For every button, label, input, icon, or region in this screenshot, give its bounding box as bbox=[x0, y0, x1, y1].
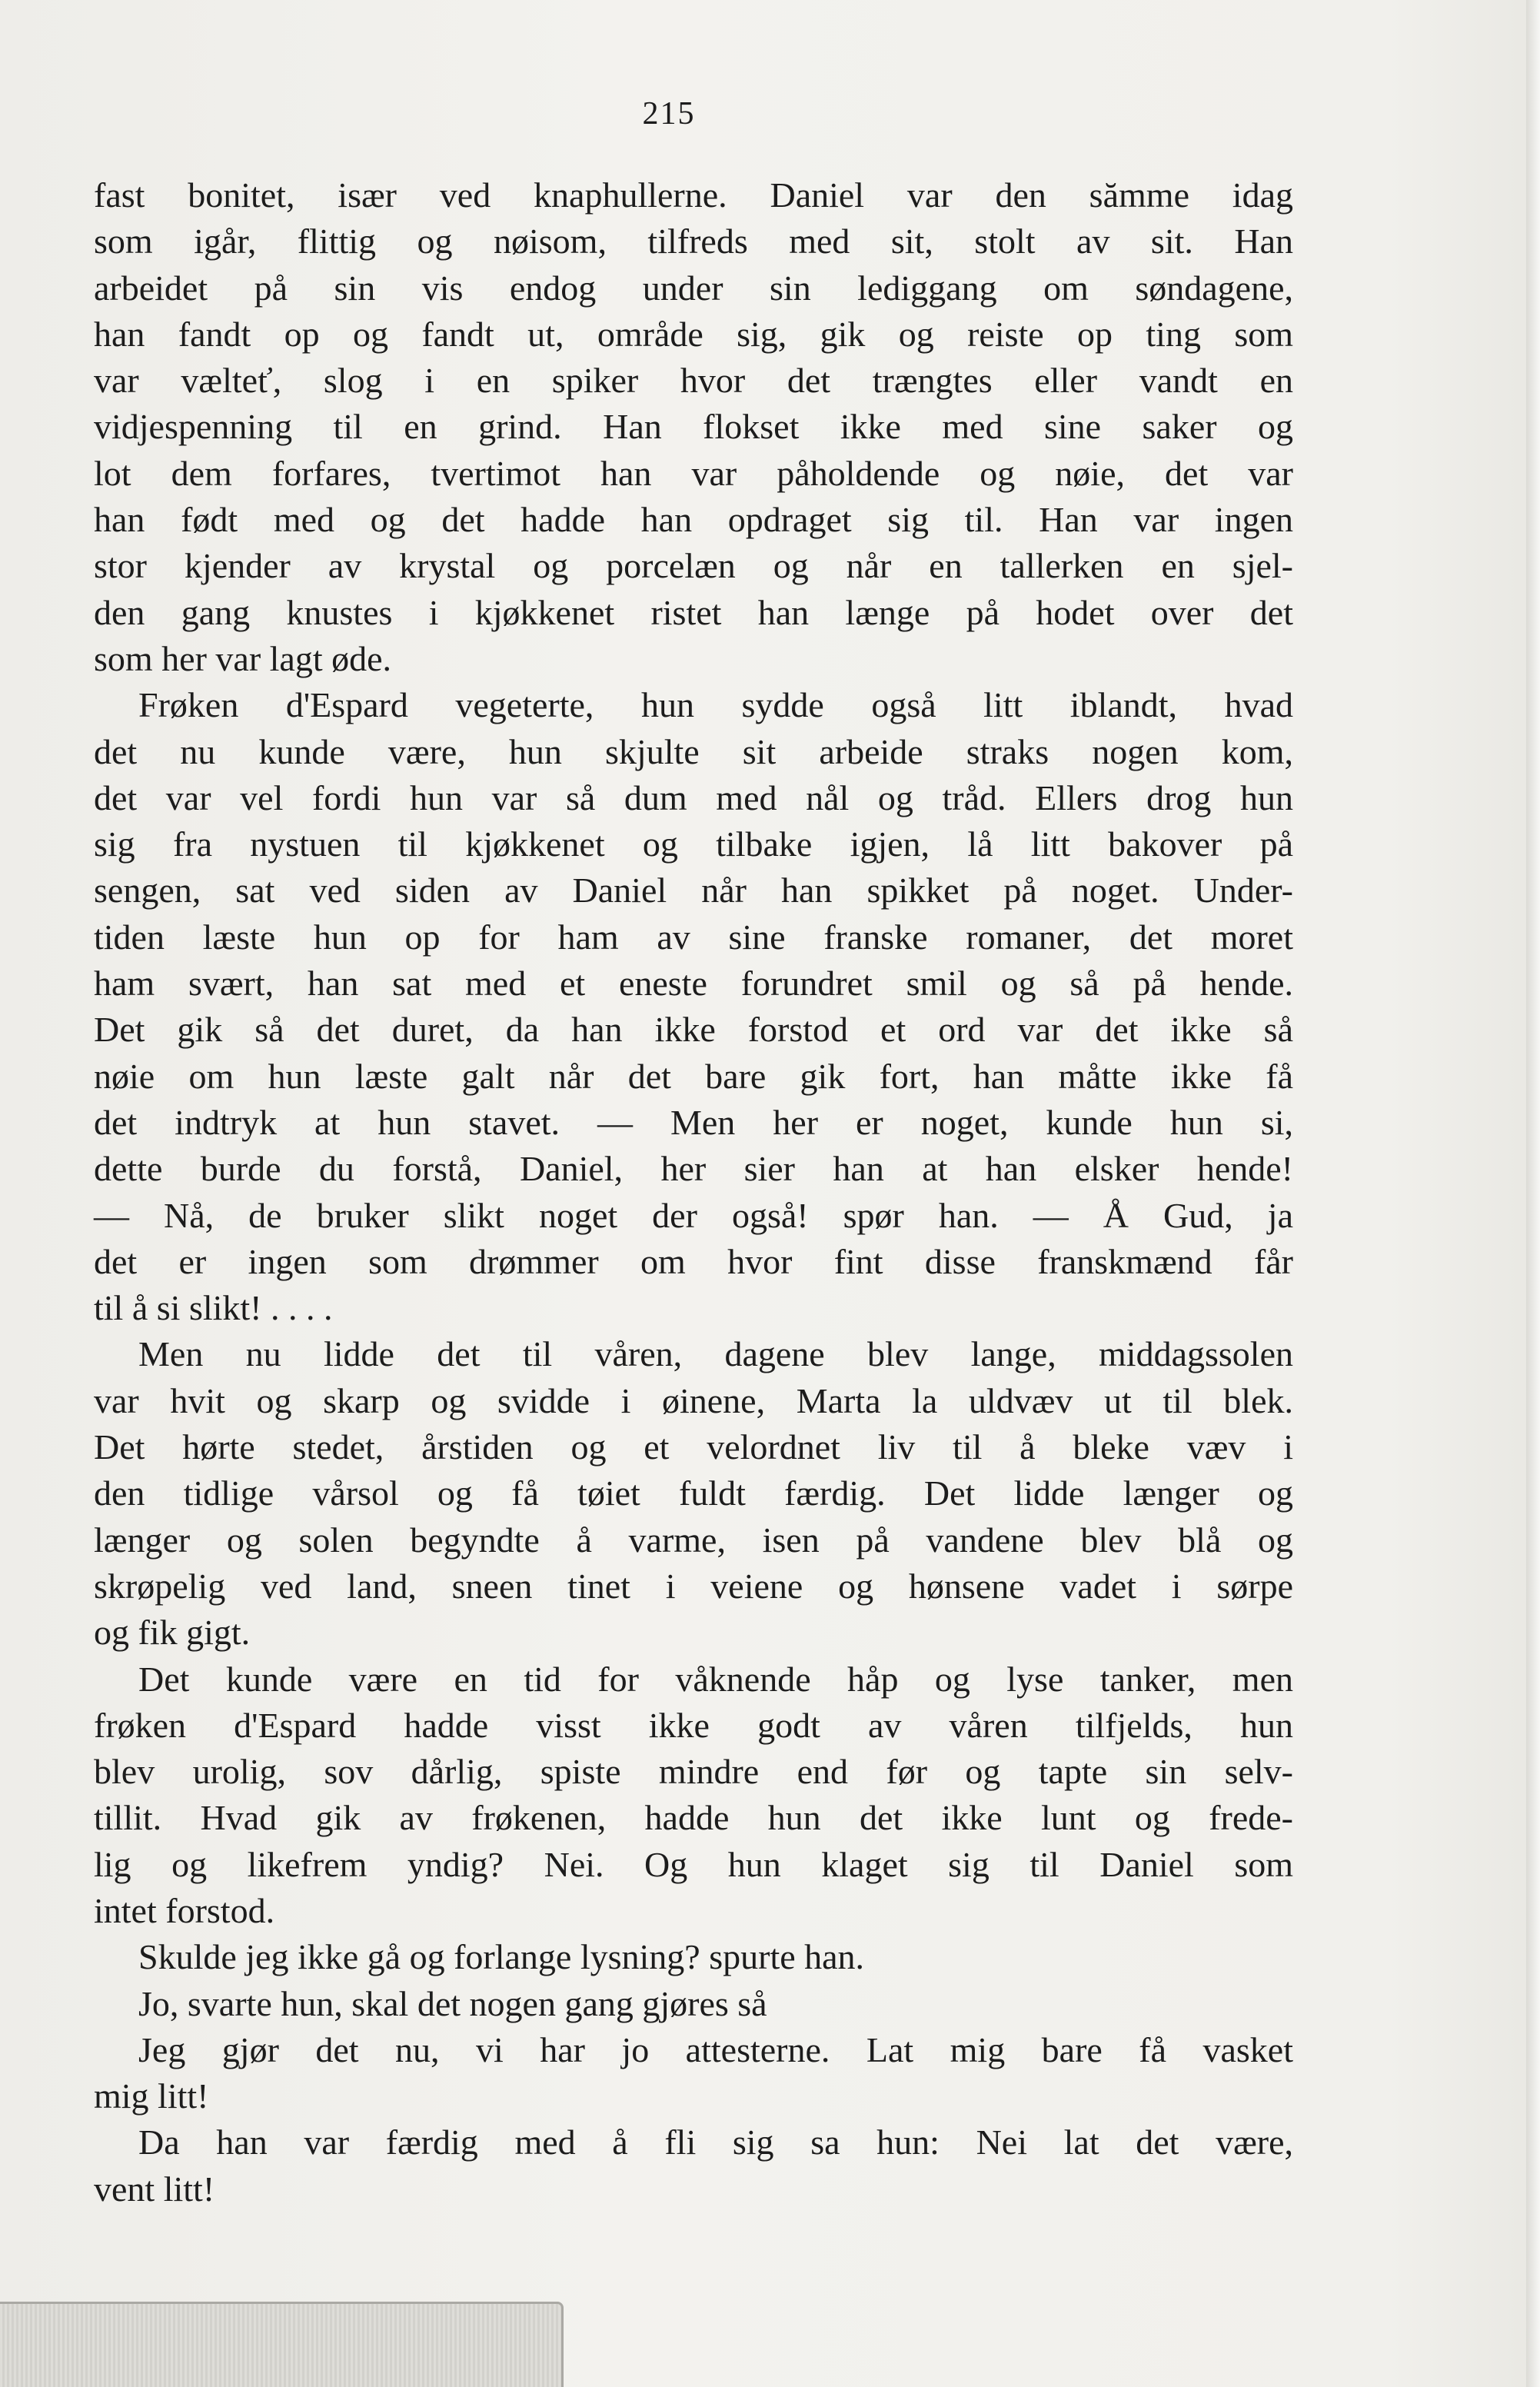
library-stamp-mark bbox=[0, 2302, 564, 2387]
text-line: til å si slikt! . . . . bbox=[94, 1288, 333, 1328]
body-text bbox=[94, 172, 1293, 2212]
text-line: dette burde du forstå, Daniel, her sier han at han elsker hende! bbox=[94, 1149, 1293, 1189]
text-line: Jo, svarte hun, skal det nogen gang gjøres så bbox=[138, 1983, 767, 2023]
text-line: sengen, sat ved siden av Daniel når han spikket på noget. Under- bbox=[94, 871, 1293, 911]
text-line: Men nu lidde det til våren, dagene blev lange, middagssolen bbox=[138, 1334, 1293, 1374]
text-line: var vælteť, slog i en spiker hvor det trængtes eller vandt en bbox=[94, 361, 1293, 401]
text-line: han fandt op og fandt ut, område sig, gik og reiste op ting som bbox=[94, 314, 1293, 354]
text-line: blev urolig, sov dårlig, spiste mindre end før og tapte sin selv- bbox=[94, 1752, 1293, 1792]
text-line: den tidlige vårsol og få tøiet fuldt færdig. Det lidde længer og bbox=[94, 1473, 1293, 1513]
text-line: lot dem forfares, tvertimot han var påholdende og nøie, det var bbox=[94, 453, 1293, 493]
text-line: frøken d'Espard hadde visst ikke godt av våren tilfjelds, hun bbox=[94, 1705, 1293, 1745]
text-line: tiden læste hun op for ham av sine franske romaner, det moret bbox=[94, 917, 1293, 957]
text-line: var hvit og skarp og svidde i øinene, Marta la uldvæv ut til blek. bbox=[94, 1380, 1293, 1420]
text-line: og fik gigt. bbox=[94, 1613, 251, 1653]
text-line: intet forstod. bbox=[94, 1890, 275, 1930]
text-line: fast bonitet, især ved knaphullerne. Daniel var den sămme idag bbox=[94, 175, 1293, 215]
text-line: som her var lagt øde. bbox=[94, 638, 392, 678]
paragraph bbox=[94, 682, 1293, 1331]
text-line: han født med og det hadde han opdraget sig til. Han var ingen bbox=[94, 500, 1293, 540]
text-line: — Nå, de bruker slikt noget der også! spør han. — Å Gud, ja bbox=[94, 1195, 1293, 1235]
text-line: vent litt! bbox=[94, 2169, 215, 2209]
text-line: Da han var færdig med å fli sig sa hun: Nei lat det være, bbox=[138, 2122, 1293, 2162]
text-line: Det hørte stedet, årstiden og et velordnet liv til å bleke væv i bbox=[94, 1427, 1293, 1467]
text-line: mig litt! bbox=[94, 2076, 209, 2116]
paragraph bbox=[94, 1656, 1293, 1935]
text-line: Det kunde være en tid for våknende håp og lyse tanker, men bbox=[138, 1659, 1293, 1699]
text-line: Jeg gjør det nu, vi har jo attesterne. Lat mig bare få vasket bbox=[138, 2029, 1293, 2069]
text-line: det var vel fordi hun var så dum med nål og tråd. Ellers drog hun bbox=[94, 777, 1293, 817]
text-line: skrøpelig ved land, sneen tinet i veiene og hønsene vadet i sørpe bbox=[94, 1566, 1293, 1606]
text-line: vidjespenning til en grind. Han flokset ikke med sine saker og bbox=[94, 407, 1293, 447]
text-line: som igår, flittig og nøisom, tilfreds med sit, stolt av sit. Han bbox=[94, 221, 1293, 261]
paragraph bbox=[94, 2119, 1293, 2212]
text-line: Det gik så det duret, da han ikke forstod et ord var det ikke så bbox=[94, 1010, 1293, 1050]
paragraph bbox=[94, 172, 1293, 682]
text-line: arbeidet på sin vis endog under sin lediggang om søndagene, bbox=[94, 268, 1293, 308]
page-edge-shadow bbox=[1526, 0, 1540, 2387]
text-line: det er ingen som drømmer om hvor fint disse franskmænd får bbox=[94, 1241, 1293, 1281]
paragraph bbox=[94, 1331, 1293, 1656]
text-line: den gang knustes i kjøkkenet ristet han længe på hodet over det bbox=[94, 592, 1293, 632]
paragraph bbox=[94, 1981, 1293, 2027]
text-line: nøie om hun læste galt når det bare gik fort, han måtte ikke få bbox=[94, 1056, 1293, 1096]
text-line: Skulde jeg ikke gå og forlange lysning? spurte han. bbox=[138, 1937, 865, 1977]
text-line: lig og likefrem yndig? Nei. Og hun klaget sig til Daniel som bbox=[94, 1844, 1293, 1884]
text-line: ham svært, han sat med et eneste forundret smil og så på hende. bbox=[94, 964, 1293, 1004]
text-line: tillit. Hvad gik av frøkenen, hadde hun det ikke lunt og frede- bbox=[94, 1798, 1293, 1838]
text-line: Frøken d'Espard vegeterte, hun sydde også litt iblandt, hvad bbox=[138, 685, 1293, 725]
paragraph bbox=[94, 1934, 1293, 1980]
text-line: stor kjender av krystal og porcelæn og når en tallerken en sjel- bbox=[94, 546, 1293, 586]
text-line: det nu kunde være, hun skjulte sit arbeide straks nogen kom, bbox=[94, 731, 1293, 771]
text-line: sig fra nystuen til kjøkkenet og tilbake igjen, lå litt bakover på bbox=[94, 824, 1293, 864]
page-number: 215 bbox=[642, 96, 696, 132]
text-line: det indtryk at hun stavet. — Men her er noget, kunde hun si, bbox=[94, 1102, 1293, 1142]
paragraph bbox=[94, 2027, 1293, 2120]
text-line: længer og solen begyndte å varme, isen på vandene blev blå og bbox=[94, 1520, 1293, 1560]
